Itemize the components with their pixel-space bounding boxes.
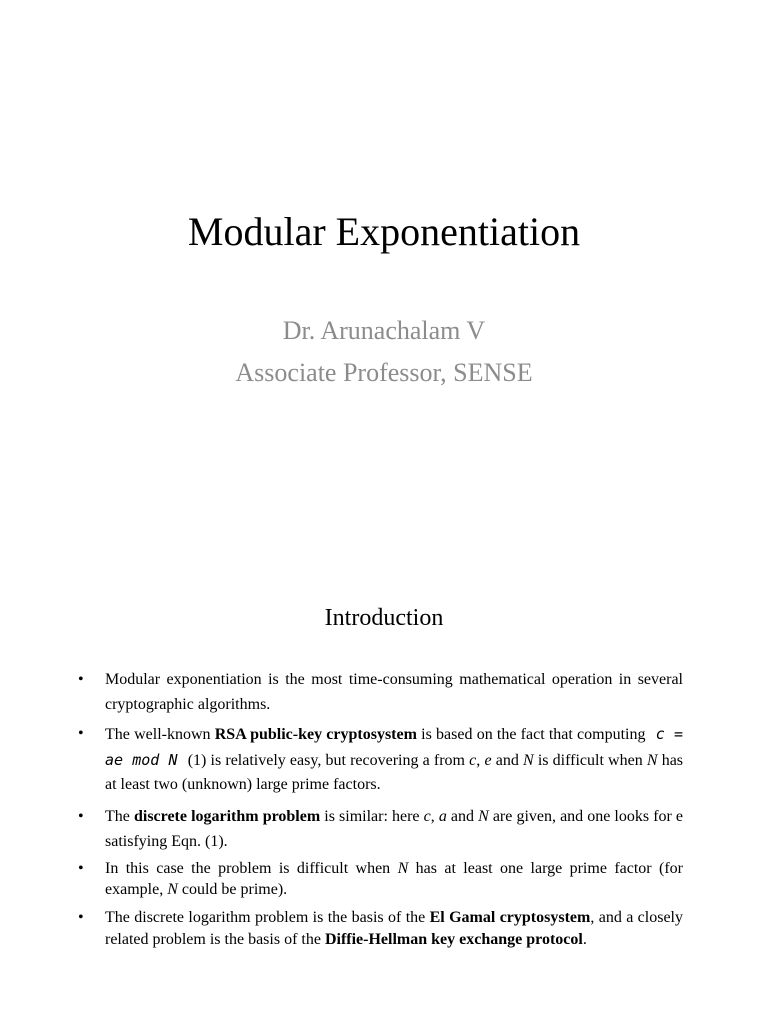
bullet-item	[78, 667, 683, 717]
bullet-item	[78, 722, 683, 798]
text-run: ,	[430, 807, 439, 825]
author-block	[0, 310, 768, 394]
variable: N	[522, 751, 534, 769]
author-role: Associate Professor, SENSE	[235, 358, 533, 387]
text-run: ,	[476, 751, 485, 769]
bullet-dot: •	[78, 725, 84, 742]
bullet-item	[78, 804, 683, 854]
bullet-item	[78, 858, 683, 900]
bullet-dot: •	[78, 908, 84, 926]
variable: a	[438, 807, 447, 825]
term-rsa: RSA public-key cryptosystem	[214, 726, 417, 743]
text-run: is difficult when	[533, 751, 647, 769]
variable: N	[478, 807, 489, 825]
slide-title: Modular Exponentiation	[187, 209, 581, 254]
variable: N	[167, 880, 178, 898]
variable: c	[469, 751, 477, 769]
term-el-gamal: El Gamal cryptosystem	[429, 908, 591, 926]
author-name: Dr. Arunachalam V	[282, 316, 486, 345]
text-run: (1) is relatively easy, but recovering a from	[183, 751, 470, 769]
bullet-dot: •	[78, 807, 84, 825]
bullet-list	[78, 667, 683, 951]
formula: c = ae mod N	[105, 725, 684, 769]
text-run: has at least one large prime factor (for example,	[105, 859, 683, 898]
term-diffie-hellman: Diffie-Hellman key exchange protocol	[324, 930, 583, 948]
text-run: could be prime).	[177, 880, 288, 898]
text-run: and	[491, 751, 523, 769]
text-run: .	[582, 930, 587, 948]
term-discrete-log: discrete logarithm problem	[133, 807, 321, 825]
section-heading: Introduction	[324, 605, 444, 631]
text-run: is similar: here	[320, 807, 424, 825]
bullet-text: Modular exponentiation is the most time-consuming mathematical operation in several cryptographic algorithms.	[105, 671, 683, 713]
text-run: , and a closely related problem is the basis of the	[105, 908, 684, 948]
text-run: and	[446, 807, 479, 825]
variable: c	[423, 807, 431, 825]
text-run: has at least two (unknown) large prime factors.	[105, 751, 684, 793]
text-run: are given, and one looks for e satisfying Eqn. (1).	[105, 807, 684, 850]
variable: N	[646, 751, 658, 769]
bullet-dot: •	[78, 859, 84, 877]
text-run: The discrete logarithm problem is the basis of the	[105, 908, 430, 926]
text-run: In this case the problem is difficult when	[105, 859, 398, 877]
bullet-dot: •	[78, 671, 84, 688]
text-run: The	[105, 807, 134, 825]
variable: N	[397, 859, 409, 877]
variable: e	[484, 751, 492, 769]
text-run: The well-known	[105, 726, 215, 743]
text-run: is based on the fact that computing	[416, 726, 650, 743]
bullet-item	[78, 907, 683, 951]
